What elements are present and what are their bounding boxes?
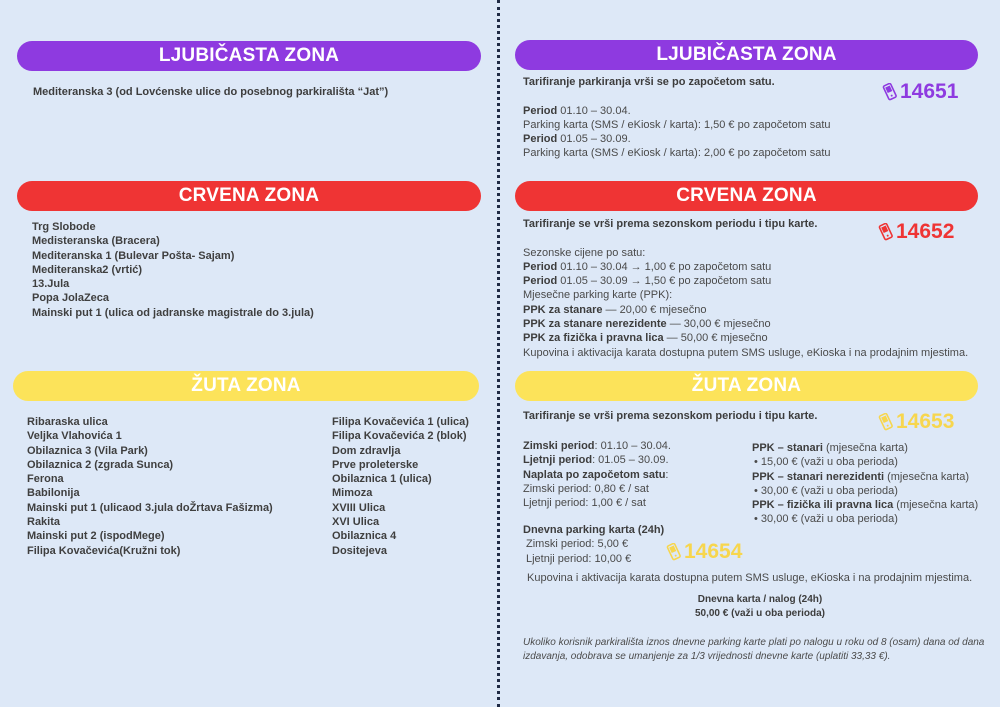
ppk-label: PPK – stanari — [752, 442, 823, 454]
period-dates: : 01.05 – 30.09. — [592, 454, 669, 467]
street-item: Mainski put 1 (ulica od jadranske magistrale do 3.jula) — [32, 306, 314, 319]
ppk-price: • 30,00 € (važi u oba perioda) — [754, 484, 898, 497]
left-purple-streets — [33, 85, 388, 99]
ppk-price: • 15,00 € (važi u oba perioda) — [754, 456, 898, 469]
period-label: Period — [523, 260, 558, 273]
street-item: 13.Jula — [32, 278, 70, 291]
street-item: Mediteranska 1 (Bulevar Pošta- Sajam) — [32, 249, 235, 262]
street-item: Trg Slobode — [32, 221, 96, 233]
period-label: Period — [523, 104, 558, 117]
period-label: Period — [523, 275, 558, 288]
zone-title: CRVENA ZONA — [676, 185, 817, 206]
street-item: Prve proleterske — [332, 458, 419, 471]
period-label: Period — [523, 133, 558, 146]
yellow-sms-number — [878, 410, 954, 434]
hourly-label: Naplata po započetom satu — [523, 468, 666, 481]
season-heading: Sezonske cijene po satu: — [523, 246, 646, 259]
yellow-tariff-intro — [523, 409, 817, 423]
tariff-intro: Tarifiranje se vrši prema sezonskom periodu i tipu karte. — [523, 218, 818, 230]
street-item: Dositejeva — [332, 544, 388, 557]
mobile-phone-icon — [882, 83, 898, 101]
street-item: Medisteranska (Bracera) — [32, 235, 160, 248]
hourly-price: Zimski period: 0,80 € / sat — [523, 482, 649, 495]
street-item: Filipa Kovačevića 2 (blok) — [332, 430, 467, 443]
period-price: Parking karta (SMS / eKiosk / karta): 2,00 € po započetom satu — [523, 147, 831, 160]
street-item: Babilonija — [27, 487, 80, 500]
hourly-price: Ljetnji period: 1,00 € / sat — [523, 497, 646, 510]
tariff-intro: Tarifiranje se vrši prema sezonskom periodu i tipu karte. — [523, 410, 818, 422]
purple-sms-number — [882, 80, 958, 104]
ppk-price: — 50,00 € mjesečno — [663, 332, 768, 345]
purchase-info: Kupovina i aktivacija karata dostupna putem SMS usluge, eKioska i na prodajnim mjestima. — [527, 572, 973, 584]
ppk-price: — 30,00 € mjesečno — [666, 318, 771, 331]
right-yellow-zone-header — [515, 371, 978, 401]
left-yellow-streets-col1 — [27, 415, 273, 558]
daily-price: Ljetnji period: 10,00 € — [526, 552, 632, 565]
ppk-label: PPK za stanare — [523, 303, 603, 316]
zone-title: CRVENA ZONA — [178, 185, 320, 206]
ppk-price: — 20,00 € mjesečno — [602, 303, 707, 316]
purple-tariff-text — [523, 75, 831, 161]
order-ticket-label: Dnevna karta / nalog (24h) — [697, 594, 823, 605]
street-item: Mediteranska 3 (od Lovćenske ulice do posebnog parkirališta “Jat”) — [33, 86, 389, 98]
right-red-zone-header — [515, 181, 978, 211]
period-dates: 01.10 – 30.04. — [557, 104, 631, 117]
ppk-label: PPK – fizička ili pravna lica — [752, 499, 894, 512]
yellow-order-ticket — [630, 593, 890, 622]
left-yellow-zone-header — [13, 371, 479, 401]
street-item: Mediteranska2 (vrtić) — [32, 263, 143, 276]
left-purple-zone-header — [17, 41, 481, 71]
left-red-zone-header — [17, 181, 481, 211]
ppk-heading: Mjesečne parking karte (PPK): — [523, 289, 673, 302]
red-tariff-text — [523, 217, 968, 360]
street-item: Obilaznica 3 (Vila Park) — [27, 444, 148, 457]
street-item: Mainski put 1 (ulicaod 3.jula doŽrtava Fašizma) — [27, 501, 273, 514]
period-label: Zimski period — [523, 440, 595, 452]
street-item: Filipa Kovačevića(Kružni tok) — [27, 544, 181, 557]
purchase-info: Kupovina i aktivacija karata dostupna putem SMS usluge, eKioska i na prodajnim mjestima. — [523, 346, 969, 359]
ppk-label: PPK za fizička i pravna lica — [523, 332, 664, 345]
yellow-purchase-info — [527, 571, 972, 585]
zone-title: ŽUTA ZONA — [691, 375, 802, 396]
period-label: Ljetnji period — [523, 454, 593, 467]
yellow-daily-ticket — [523, 523, 664, 566]
yellow-daily-sms-number — [666, 540, 742, 564]
yellow-ppk-tariffs — [752, 441, 978, 527]
left-yellow-streets-col2 — [332, 415, 469, 558]
street-item: Mainski put 2 (ispodMege) — [27, 530, 165, 543]
phone-number: 14651 — [900, 80, 959, 103]
discount-note: Ukoliko korisnik parkirališta iznos dnevne parking karte plati po nalogu u roku od 8 (osam) dana od dana izdavanja, odobrava se umanjenje za 1/3 vrijednosti dnevne karte (uplatiti 33,33 €). — [523, 637, 985, 662]
daily-heading: Dnevna parking karta (24h) — [523, 524, 665, 536]
yellow-discount-note — [523, 636, 993, 664]
period-price: 01.05 – 30.09 → 1,50 € po započetom satu — [557, 275, 772, 288]
street-item: Obilaznica 2 (zgrada Sunca) — [27, 458, 174, 471]
left-red-streets — [32, 220, 314, 320]
street-item: Ferona — [27, 473, 64, 486]
street-item: Obilaznica 1 (ulica) — [332, 473, 432, 486]
mobile-phone-icon — [878, 413, 894, 431]
zone-title: LJUBIČASTA ZONA — [656, 44, 837, 65]
street-item: Rakita — [27, 516, 61, 529]
phone-number: 14654 — [684, 540, 743, 563]
street-item: Mimoza — [332, 487, 373, 500]
tariff-intro: Tarifiranje parkiranja vrši se po započetom satu. — [523, 76, 775, 88]
street-item: Veljka Vlahovića 1 — [27, 430, 122, 443]
ppk-type: (mjesečna karta) — [822, 442, 908, 454]
mobile-phone-icon — [666, 543, 682, 561]
right-purple-zone-header — [515, 40, 978, 70]
street-item: XVIII Ulica — [332, 501, 386, 514]
ppk-label: PPK za stanare nerezidente — [523, 318, 667, 331]
street-item: Filipa Kovačevića 1 (ulica) — [332, 416, 469, 428]
phone-number: 14652 — [896, 220, 955, 243]
street-item: XVI Ulica — [332, 516, 380, 529]
ppk-price: • 30,00 € (važi u oba perioda) — [754, 513, 898, 526]
phone-number: 14653 — [896, 410, 955, 433]
period-dates: : 01.10 – 30.04. — [594, 440, 671, 452]
hourly-colon: : — [665, 468, 669, 481]
street-item: Dom zdravlja — [332, 444, 401, 457]
period-price: 01.10 – 30.04 → 1,00 € po započetom satu — [557, 260, 772, 273]
street-item: Obilaznica 4 — [332, 530, 397, 543]
period-price: Parking karta (SMS / eKiosk / karta): 1,50 € po započetom satu — [523, 118, 831, 131]
ppk-type: (mjesečna karta) — [884, 470, 970, 483]
ppk-label: PPK – stanari nerezidenti — [752, 470, 885, 483]
yellow-hourly-tariffs — [523, 439, 671, 510]
zone-title: ŽUTA ZONA — [191, 375, 301, 396]
order-ticket-price: 50,00 € (važi u oba perioda) — [694, 608, 826, 620]
street-item: Popa JolaZeca — [32, 292, 110, 305]
period-dates: 01.05 – 30.09. — [557, 133, 631, 146]
street-item: Ribaraska ulica — [27, 416, 108, 428]
center-divider — [497, 0, 500, 707]
ppk-type: (mjesečna karta) — [893, 499, 979, 512]
daily-price: Zimski period: 5,00 € — [526, 538, 629, 551]
zone-title: LJUBIČASTA ZONA — [158, 45, 340, 66]
